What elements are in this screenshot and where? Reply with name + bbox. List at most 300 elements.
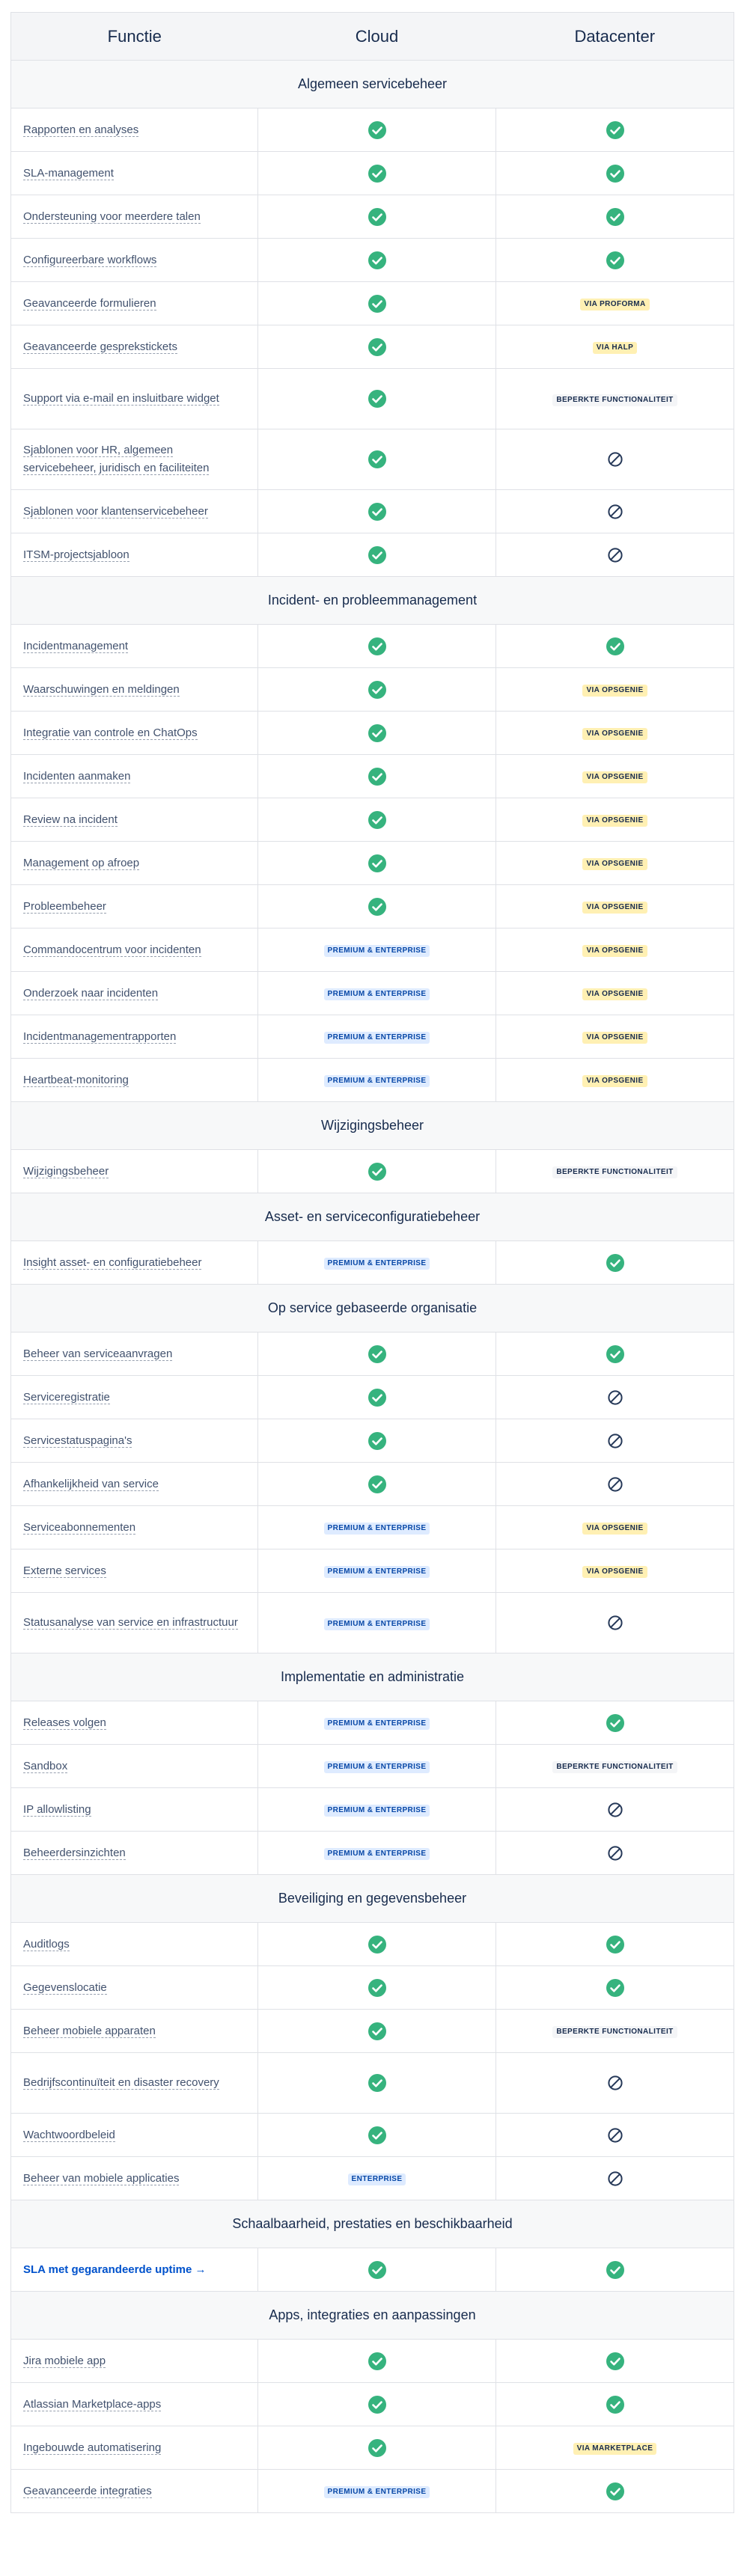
datacenter-cell (496, 885, 734, 928)
cloud-cell (258, 1923, 496, 1966)
cloud-cell (258, 798, 496, 842)
feature-label-tooltip[interactable]: Beheer van mobiele applicaties (23, 2171, 180, 2185)
section-title: Beveiliging en gegevensbeheer (11, 1875, 734, 1923)
datacenter-cell (496, 152, 734, 195)
cloud-cell (258, 2053, 496, 2114)
table-row (11, 668, 734, 712)
feature-cell (11, 1788, 258, 1832)
availability-badge: PREMIUM & ENTERPRISE (324, 1848, 430, 1860)
feature-label-tooltip[interactable]: Wijzigingsbeheer (23, 1164, 109, 1178)
datacenter-cell (496, 1923, 734, 1966)
datacenter-cell (496, 1241, 734, 1285)
cloud-cell (258, 1701, 496, 1745)
check-circle-icon (368, 637, 386, 655)
feature-label-tooltip[interactable]: Configureerbare workflows (23, 253, 157, 266)
section-title: Wijzigingsbeheer (11, 1102, 734, 1150)
feature-cell (11, 1549, 258, 1593)
feature-label-tooltip[interactable]: Beheer mobiele apparaten (23, 2024, 156, 2037)
availability-badge: PREMIUM & ENTERPRISE (324, 945, 430, 957)
feature-label-tooltip[interactable]: Geavanceerde formulieren (23, 296, 156, 310)
cloud-cell (258, 2383, 496, 2426)
check-circle-icon (368, 450, 386, 468)
table-row (11, 1150, 734, 1193)
cloud-cell (258, 239, 496, 282)
feature-cell (11, 1150, 258, 1193)
table-row (11, 2157, 734, 2200)
check-circle-icon (368, 811, 386, 829)
feature-label-tooltip[interactable]: Statusanalyse van service en infrastructuur (23, 1616, 238, 1629)
not-available-icon (607, 547, 623, 563)
header-row (11, 13, 734, 61)
feature-cell (11, 1241, 258, 1285)
cloud-cell (258, 1549, 496, 1593)
feature-label-tooltip[interactable]: Onderzoek naar incidenten (23, 986, 159, 1000)
datacenter-cell (496, 1419, 734, 1463)
datacenter-cell (496, 712, 734, 755)
feature-label-tooltip[interactable]: Heartbeat-monitoring (23, 1073, 129, 1086)
feature-label-tooltip[interactable]: Support via e-mail en insluitbare widget (23, 392, 219, 405)
cloud-cell (258, 533, 496, 577)
datacenter-cell (496, 2426, 734, 2470)
section-header-row (11, 1285, 734, 1333)
table-row (11, 369, 734, 429)
datacenter-cell (496, 2157, 734, 2200)
section-title: Op service gebaseerde organisatie (11, 1285, 734, 1333)
check-circle-icon (368, 165, 386, 183)
check-circle-icon (606, 165, 624, 183)
feature-cell (11, 152, 258, 195)
datacenter-cell (496, 108, 734, 152)
cloud-cell (258, 429, 496, 490)
cloud-cell (258, 2114, 496, 2157)
table-row (11, 1376, 734, 1419)
check-circle-icon (368, 338, 386, 356)
check-circle-icon (368, 503, 386, 521)
availability-badge: VIA MARKETPLACE (573, 2443, 657, 2455)
feature-label-tooltip[interactable]: Jira mobiele app (23, 2354, 106, 2367)
datacenter-cell (496, 2383, 734, 2426)
not-available-icon (607, 1433, 623, 1449)
feature-cell (11, 2248, 258, 2292)
cloud-cell (258, 755, 496, 798)
feature-cell (11, 2340, 258, 2383)
cloud-cell (258, 712, 496, 755)
not-available-icon (607, 2127, 623, 2144)
datacenter-cell (496, 2470, 734, 2513)
table-row (11, 885, 734, 928)
check-circle-icon (606, 2482, 624, 2500)
feature-label-tooltip[interactable]: IP allowlisting (23, 1802, 91, 1816)
check-circle-icon (368, 208, 386, 226)
feature-cell (11, 2114, 258, 2157)
feature-label-tooltip[interactable]: Serviceabonnementen (23, 1520, 136, 1534)
cloud-cell (258, 1832, 496, 1875)
feature-label-tooltip[interactable]: Sandbox (23, 1759, 68, 1772)
feature-label-tooltip[interactable]: Ingebouwde automatisering (23, 2441, 162, 2454)
datacenter-cell (496, 1150, 734, 1193)
header-feature: Functie (11, 13, 258, 61)
datacenter-cell (496, 1788, 734, 1832)
availability-badge: BEPERKTE FUNCTIONALITEIT (552, 1761, 677, 1773)
datacenter-cell (496, 239, 734, 282)
section-header-row (11, 1102, 734, 1150)
datacenter-cell (496, 195, 734, 239)
table-row (11, 755, 734, 798)
feature-cell (11, 2470, 258, 2513)
not-available-icon (607, 1845, 623, 1861)
cloud-cell (258, 2010, 496, 2053)
feature-cell (11, 1376, 258, 1419)
datacenter-cell (496, 325, 734, 369)
cloud-cell (258, 2426, 496, 2470)
feature-cell (11, 239, 258, 282)
not-available-icon (607, 504, 623, 520)
not-available-icon (607, 1389, 623, 1406)
cloud-cell (258, 1966, 496, 2010)
feature-cell (11, 2383, 258, 2426)
table-row (11, 2383, 734, 2426)
check-circle-icon (368, 2261, 386, 2279)
availability-badge: VIA OPSGENIE (582, 1523, 647, 1535)
feature-label-tooltip[interactable]: Integratie van controle en ChatOps (23, 726, 198, 739)
availability-badge: BEPERKTE FUNCTIONALITEIT (552, 1166, 677, 1178)
check-circle-icon (368, 251, 386, 269)
check-circle-icon (368, 724, 386, 742)
datacenter-cell (496, 842, 734, 885)
availability-badge: PREMIUM & ENTERPRISE (324, 1618, 430, 1630)
section-header-row (11, 1653, 734, 1701)
feature-label-tooltip[interactable]: Geavanceerde gesprekstickets (23, 340, 177, 353)
check-circle-icon (368, 2352, 386, 2370)
section-title: Implementatie en administratie (11, 1653, 734, 1701)
section-title: Apps, integraties en aanpassingen (11, 2292, 734, 2340)
feature-label-tooltip[interactable]: Serviceregistratie (23, 1390, 110, 1404)
table-row (11, 842, 734, 885)
feature-link[interactable]: SLA met gegarandeerde uptime → (23, 2263, 207, 2276)
availability-badge: VIA OPSGENIE (582, 815, 647, 827)
cloud-cell (258, 1241, 496, 1285)
table-row (11, 1463, 734, 1506)
datacenter-cell (496, 1463, 734, 1506)
table-row (11, 2340, 734, 2383)
check-circle-icon (368, 1345, 386, 1363)
cloud-cell (258, 325, 496, 369)
availability-badge: VIA OPSGENIE (582, 1566, 647, 1578)
section-header-row (11, 1193, 734, 1241)
check-circle-icon (368, 390, 386, 408)
datacenter-cell (496, 369, 734, 429)
table-row (11, 1745, 734, 1788)
datacenter-cell (496, 533, 734, 577)
availability-badge: VIA OPSGENIE (582, 902, 647, 914)
feature-cell (11, 369, 258, 429)
availability-badge: ENTERPRISE (348, 2173, 406, 2185)
feature-label-tooltip[interactable]: Geavanceerde integraties (23, 2484, 152, 2497)
check-circle-icon (368, 768, 386, 786)
table-row (11, 1241, 734, 1285)
datacenter-cell (496, 1745, 734, 1788)
check-circle-icon (368, 681, 386, 699)
check-circle-icon (606, 637, 624, 655)
datacenter-cell (496, 2340, 734, 2383)
cloud-cell (258, 1150, 496, 1193)
feature-cell (11, 625, 258, 668)
table-row (11, 152, 734, 195)
feature-cell (11, 1015, 258, 1059)
feature-label-tooltip[interactable]: SLA-management (23, 166, 114, 180)
feature-label-tooltip[interactable]: Auditlogs (23, 1937, 70, 1951)
check-circle-icon (606, 208, 624, 226)
feature-cell (11, 928, 258, 972)
table-row (11, 1966, 734, 2010)
feature-cell (11, 195, 258, 239)
availability-badge: VIA PROFORMA (580, 299, 649, 310)
cloud-cell (258, 1745, 496, 1788)
availability-badge: BEPERKTE FUNCTIONALITEIT (552, 394, 677, 406)
feature-cell (11, 533, 258, 577)
check-circle-icon (368, 1936, 386, 1954)
feature-cell (11, 108, 258, 152)
check-circle-icon (606, 2261, 624, 2279)
table-row (11, 2248, 734, 2292)
feature-label-tooltip[interactable]: Sjablonen voor klantenservicebeheer (23, 504, 208, 518)
feature-cell (11, 325, 258, 369)
feature-label-tooltip[interactable]: Afhankelijkheid van service (23, 1477, 159, 1490)
feature-label-tooltip[interactable]: Beheer van serviceaanvragen (23, 1347, 173, 1360)
feature-cell (11, 1701, 258, 1745)
check-circle-icon (368, 1432, 386, 1450)
feature-label-tooltip[interactable]: Commandocentrum voor incidenten (23, 943, 201, 956)
feature-cell (11, 1419, 258, 1463)
not-available-icon (607, 1615, 623, 1631)
check-circle-icon (606, 1345, 624, 1363)
feature-label-tooltip[interactable]: Servicestatuspagina's (23, 1434, 132, 1447)
availability-badge: VIA OPSGENIE (582, 1075, 647, 1087)
availability-badge: VIA OPSGENIE (582, 858, 647, 870)
cloud-cell (258, 2340, 496, 2383)
feature-label-tooltip[interactable]: Bedrijfscontinuïteit en disaster recovery (23, 2076, 219, 2089)
availability-badge: PREMIUM & ENTERPRISE (324, 1761, 430, 1773)
table-row (11, 1923, 734, 1966)
section-header-row (11, 2292, 734, 2340)
cloud-cell (258, 369, 496, 429)
feature-label-tooltip[interactable]: Atlassian Marketplace-apps (23, 2397, 162, 2411)
datacenter-cell (496, 2010, 734, 2053)
datacenter-cell (496, 972, 734, 1015)
availability-badge: PREMIUM & ENTERPRISE (324, 1566, 430, 1578)
feature-label-tooltip[interactable]: Gegevenslocatie (23, 1980, 107, 1994)
table-row (11, 2053, 734, 2114)
table-row (11, 928, 734, 972)
feature-cell (11, 755, 258, 798)
feature-cell (11, 668, 258, 712)
cloud-cell (258, 842, 496, 885)
check-circle-icon (368, 2396, 386, 2414)
table-row (11, 1506, 734, 1549)
feature-label-tooltip[interactable]: Management op afroep (23, 856, 140, 869)
check-circle-icon (606, 2396, 624, 2414)
section-header-row (11, 577, 734, 625)
datacenter-cell (496, 668, 734, 712)
check-circle-icon (606, 1936, 624, 1954)
cloud-cell (258, 195, 496, 239)
cloud-cell (258, 2470, 496, 2513)
feature-cell (11, 885, 258, 928)
feature-cell (11, 1463, 258, 1506)
availability-badge: PREMIUM & ENTERPRISE (324, 1523, 430, 1535)
datacenter-cell (496, 1015, 734, 1059)
table-row (11, 1832, 734, 1875)
check-circle-icon (368, 121, 386, 139)
table-row (11, 1333, 734, 1376)
datacenter-cell (496, 625, 734, 668)
check-circle-icon (368, 1389, 386, 1407)
check-circle-icon (368, 854, 386, 872)
datacenter-cell (496, 429, 734, 490)
availability-badge: VIA OPSGENIE (582, 1032, 647, 1044)
not-available-icon (607, 1802, 623, 1818)
cloud-cell (258, 2157, 496, 2200)
table-row (11, 1788, 734, 1832)
cloud-cell (258, 2248, 496, 2292)
check-circle-icon (368, 898, 386, 916)
not-available-icon (607, 451, 623, 468)
check-circle-icon (368, 295, 386, 313)
availability-badge: VIA OPSGENIE (582, 945, 647, 957)
datacenter-cell (496, 1593, 734, 1653)
table-row (11, 1015, 734, 1059)
feature-label-tooltip[interactable]: Externe services (23, 1564, 106, 1577)
table-row (11, 429, 734, 490)
feature-label-tooltip[interactable]: Review na incident (23, 813, 118, 826)
not-available-icon (607, 2170, 623, 2187)
datacenter-cell (496, 1059, 734, 1102)
feature-label-tooltip[interactable]: Insight asset- en configuratiebeheer (23, 1255, 202, 1269)
feature-cell (11, 712, 258, 755)
table-row (11, 282, 734, 325)
feature-cell (11, 972, 258, 1015)
availability-badge: VIA OPSGENIE (582, 728, 647, 740)
cloud-cell (258, 1376, 496, 1419)
feature-cell (11, 1745, 258, 1788)
datacenter-cell (496, 798, 734, 842)
cloud-cell (258, 1419, 496, 1463)
feature-label-tooltip[interactable]: Incidentmanagement (23, 639, 129, 652)
cloud-cell (258, 1333, 496, 1376)
feature-label-tooltip[interactable]: ITSM-projectsjabloon (23, 548, 129, 561)
availability-badge: BEPERKTE FUNCTIONALITEIT (552, 2026, 677, 2038)
feature-label-tooltip[interactable]: Waarschuwingen en meldingen (23, 682, 180, 696)
not-available-icon (607, 2075, 623, 2091)
feature-cell (11, 282, 258, 325)
feature-cell (11, 2010, 258, 2053)
feature-cell (11, 2157, 258, 2200)
cloud-cell (258, 1015, 496, 1059)
table-row (11, 2114, 734, 2157)
datacenter-cell (496, 1333, 734, 1376)
feature-label-tooltip[interactable]: Incidenten aanmaken (23, 769, 131, 783)
feature-label-tooltip[interactable]: Releases volgen (23, 1716, 106, 1729)
availability-badge: VIA HALP (593, 342, 638, 354)
feature-label-tooltip[interactable]: Probleembeheer (23, 899, 106, 913)
feature-cell (11, 842, 258, 885)
feature-label-tooltip[interactable]: Ondersteuning voor meerdere talen (23, 209, 201, 223)
availability-badge: PREMIUM & ENTERPRISE (324, 1032, 430, 1044)
section-title: Algemeen servicebeheer (11, 61, 734, 108)
availability-badge: VIA OPSGENIE (582, 988, 647, 1000)
table-row (11, 2426, 734, 2470)
datacenter-cell (496, 755, 734, 798)
datacenter-cell (496, 1832, 734, 1875)
feature-cell (11, 1506, 258, 1549)
feature-cell (11, 1593, 258, 1653)
cloud-cell (258, 625, 496, 668)
availability-badge: PREMIUM & ENTERPRISE (324, 1075, 430, 1087)
table-row (11, 533, 734, 577)
check-circle-icon (368, 2439, 386, 2457)
check-circle-icon (368, 546, 386, 564)
check-circle-icon (606, 1979, 624, 1997)
feature-cell (11, 1966, 258, 2010)
datacenter-cell (496, 2114, 734, 2157)
datacenter-cell (496, 1549, 734, 1593)
datacenter-cell (496, 2053, 734, 2114)
cloud-cell (258, 1463, 496, 1506)
feature-comparison-table (10, 12, 734, 2513)
feature-cell (11, 429, 258, 490)
table-row (11, 2470, 734, 2513)
feature-label-tooltip[interactable]: Beheerdersinzichten (23, 1846, 126, 1859)
feature-label-tooltip[interactable]: Wachtwoordbeleid (23, 2128, 115, 2141)
table-row (11, 108, 734, 152)
check-circle-icon (368, 1163, 386, 1181)
table-row (11, 1701, 734, 1745)
header-cloud: Cloud (258, 13, 496, 61)
feature-cell (11, 1923, 258, 1966)
availability-badge: PREMIUM & ENTERPRISE (324, 2486, 430, 2498)
cloud-cell (258, 928, 496, 972)
datacenter-cell (496, 282, 734, 325)
check-circle-icon (368, 2074, 386, 2092)
section-title: Schaalbaarheid, prestaties en beschikbaarheid (11, 2200, 734, 2248)
availability-badge: PREMIUM & ENTERPRISE (324, 1805, 430, 1817)
table-row (11, 1593, 734, 1653)
table-row (11, 1419, 734, 1463)
section-title: Incident- en probleemmanagement (11, 577, 734, 625)
feature-label-tooltip[interactable]: Incidentmanagementrapporten (23, 1030, 177, 1043)
section-header-row (11, 1875, 734, 1923)
feature-cell (11, 2426, 258, 2470)
cloud-cell (258, 1593, 496, 1653)
feature-label-tooltip[interactable]: Sjablonen voor HR, algemeen servicebeheer, juridisch en faciliteiten (23, 444, 210, 474)
cloud-cell (258, 1059, 496, 1102)
check-circle-icon (368, 2022, 386, 2040)
table-body (11, 61, 734, 2513)
feature-label-tooltip[interactable]: Rapporten en analyses (23, 123, 139, 136)
cloud-cell (258, 972, 496, 1015)
datacenter-cell (496, 1966, 734, 2010)
feature-cell (11, 798, 258, 842)
cloud-cell (258, 282, 496, 325)
table-row (11, 2010, 734, 2053)
check-circle-icon (606, 1714, 624, 1732)
check-circle-icon (606, 121, 624, 139)
check-circle-icon (368, 1979, 386, 1997)
datacenter-cell (496, 1376, 734, 1419)
availability-badge: PREMIUM & ENTERPRISE (324, 1718, 430, 1730)
cloud-cell (258, 108, 496, 152)
header-datacenter: Datacenter (496, 13, 734, 61)
